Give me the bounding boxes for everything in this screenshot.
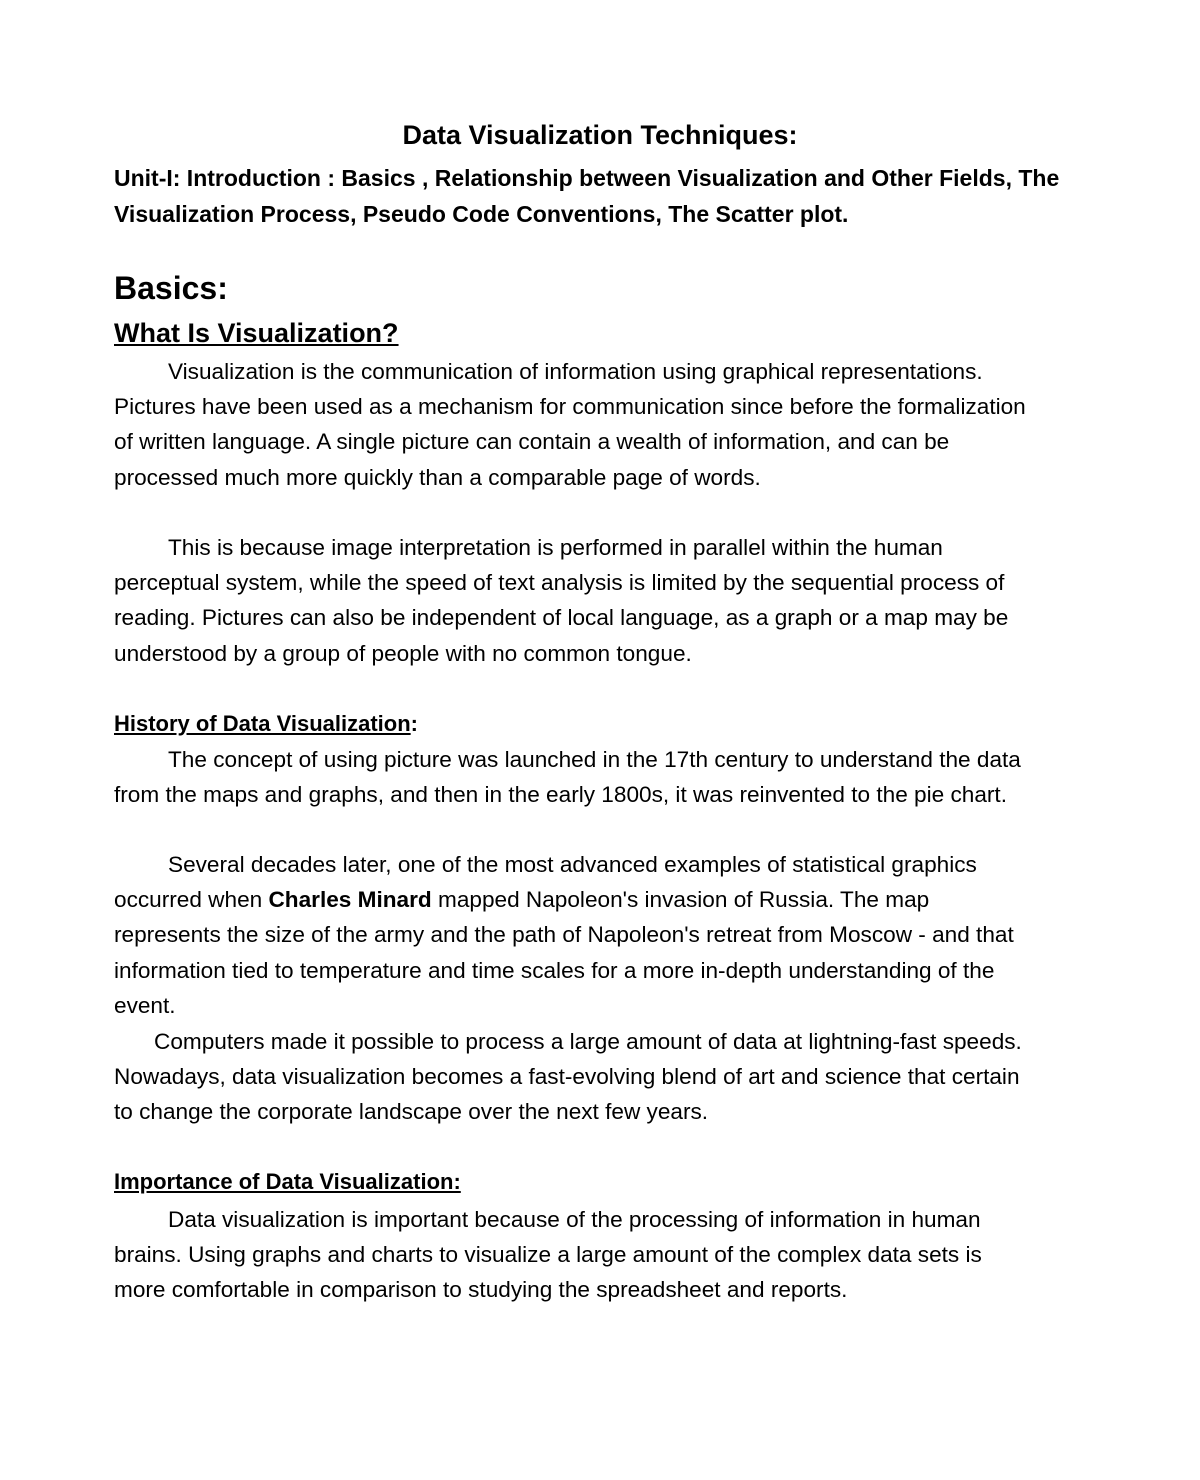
- paragraph-what-is-2: This is because image interpretation is performed in parallel within the human perceptual system, while the speed of text analysis is limited by the sequential process of reading. Pictures can also be independent of local language, as a graph or a map may be understood by a group of people with no common tongue.: [114, 535, 1009, 666]
- section-heading-basics: Basics:: [114, 270, 228, 306]
- paragraph-history-1: The concept of using picture was launched in the 17th century to understand the data from the maps and graphs, and then in the early 1800s, it was reinvented to the pie chart.: [114, 747, 1021, 808]
- person-name-charles-minard: Charles Minard: [268, 887, 432, 913]
- paragraph-history-2: [114, 847, 1039, 1023]
- paragraph-importance-1: Data visualization is important because of the processing of information in human brains. Using graphs and charts to visualize a large amount of the complex data sets is more comfortable in comparison to studying the spreadsheet and reports.: [114, 1207, 982, 1303]
- paragraph-history-3: Computers made it possible to process a large amount of data at lightning-fast speeds. Nowadays, data visualization becomes a fast-evolving blend of art and science that certain to change the corporate landscape over the next few years.: [114, 1029, 1022, 1125]
- heading-what-is-visualization: What Is Visualization?: [114, 318, 399, 348]
- heading-importance: [114, 1167, 461, 1197]
- heading-history: [114, 709, 418, 739]
- heading-history-colon: :: [410, 711, 418, 736]
- unit-outline: Unit-I: Introduction : Basics , Relationship between Visualization and Other Fields, The Visualization Process, Pseudo Code Conventions, The Scatter plot.: [114, 165, 1060, 227]
- paragraph-history-2-end: mapped Napoleon's invasion of Russia. The map represents the size of the army and the path of Napoleon's retreat from Moscow - and that information tied to temperature and time scales for a more in-depth understanding of the event.: [114, 887, 1014, 1018]
- paragraph-what-is-1: Visualization is the communication of information using graphical representations. Pictures have been used as a mechanism for communication since before the formalization of written language. A single picture can contain a wealth of information, and can be processed much more quickly than a comparable page of words.: [114, 359, 1026, 490]
- heading-importance-text: Importance of Data Visualization:: [114, 1169, 461, 1194]
- paragraph-history-2-start: Several decades later, one of the most advanced examples of statistical graphics occurred when: [114, 852, 977, 913]
- heading-history-text: History of Data Visualization: [114, 711, 411, 736]
- document-title: Data Visualization Techniques:: [402, 120, 798, 150]
